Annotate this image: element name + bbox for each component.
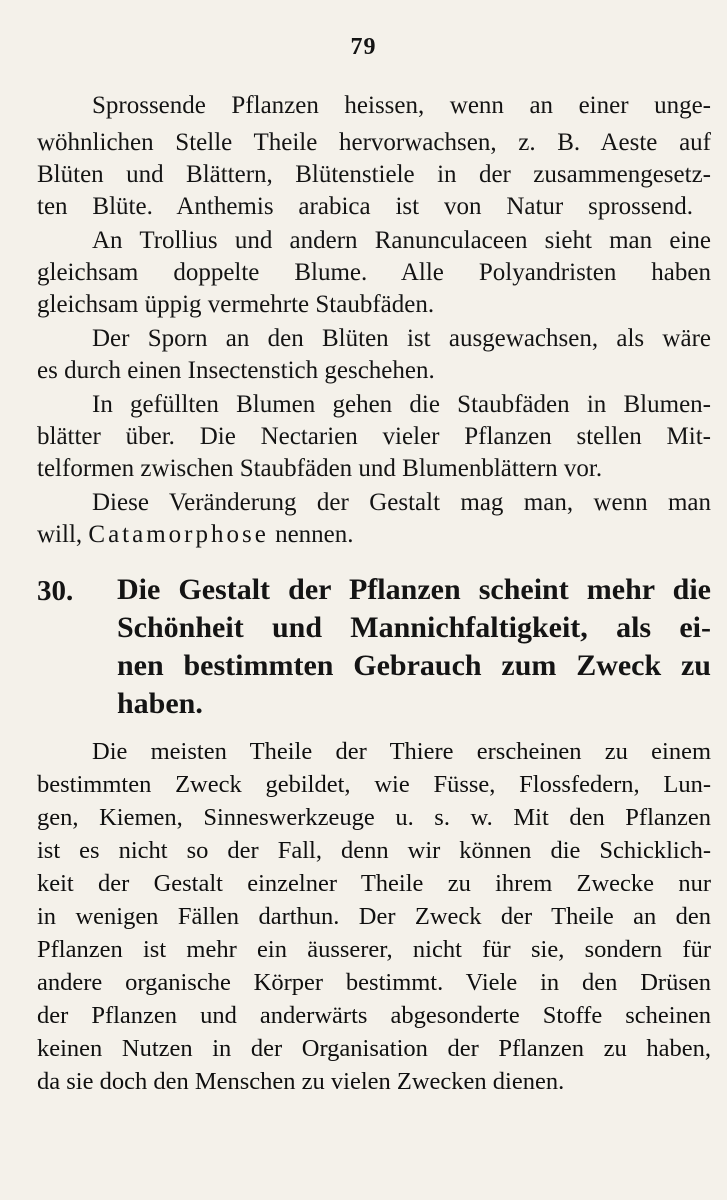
section-heading-line: haben.	[117, 687, 203, 720]
text-line: Blüten und Blättern, Blütenstiele in der zusammengesetz-	[37, 161, 711, 188]
text-line: ist es nicht so der Fall, denn wir können die Schicklich-	[37, 837, 711, 864]
page-number: 79	[350, 34, 377, 60]
text-line: gen, Kiemen, Sinneswerkzeuge u. s. w. Mit den Pflanzen	[37, 804, 711, 831]
text-line: keit der Gestalt einzelner Theile zu ihrem Zwecke nur	[37, 870, 711, 897]
text-line-catamorphose	[37, 520, 711, 550]
term-catamorphose: Catamorphose	[88, 521, 269, 548]
text-line: der Pflanzen und anderwärts abgesonderte Stoffe scheinen	[37, 1002, 711, 1029]
text-line: es durch einen Insectenstich geschehen.	[37, 357, 435, 384]
section-heading-line: Die Gestalt der Pflanzen scheint mehr die	[117, 573, 711, 606]
text-line: Pflanzen ist mehr ein äusserer, nicht für sie, sondern für	[37, 936, 711, 963]
text-line: keinen Nutzen in der Organisation der Pflanzen zu haben,	[37, 1035, 711, 1062]
text-line: gleichsam doppelte Blume. Alle Polyandristen haben	[37, 259, 711, 286]
text-line: Der Sporn an den Blüten ist ausgewachsen, als wäre	[92, 325, 711, 352]
text-line: ten Blüte. Anthemis arabica ist von Natur sprossend.	[37, 193, 693, 220]
section-heading-line: nen bestimmten Gebrauch zum Zweck zu	[117, 649, 711, 682]
text-line: gleichsam üppig vermehrte Staubfäden.	[37, 291, 435, 318]
text-fragment: will,	[37, 521, 89, 548]
text-line: Sprossende Pflanzen heissen, wenn an einer unge-	[92, 92, 711, 119]
text-line: bestimmten Zweck gebildet, wie Füsse, Flossfedern, Lun-	[37, 771, 711, 798]
text-line: in wenigen Fällen darthun. Der Zweck der Theile an den	[37, 903, 711, 930]
text-fragment: nennen.	[268, 521, 354, 548]
text-line: Die meisten Theile der Thiere erscheinen zu einem	[92, 738, 711, 765]
text-line: andere organische Körper bestimmt. Viele in den Drüsen	[37, 969, 711, 996]
text-line: In gefüllten Blumen gehen die Staubfäden in Blumen-	[92, 391, 711, 418]
section-number: 30.	[37, 575, 74, 607]
text-line: blätter über. Die Nectarien vieler Pflanzen stellen Mit-	[37, 423, 711, 450]
section-heading-line: Schönheit und Mannichfaltigkeit, als ei-	[117, 611, 711, 644]
text-line: telformen zwischen Staubfäden und Blumenblättern vor.	[37, 455, 603, 482]
text-line: wöhnlichen Stelle Theile hervorwachsen, z. B. Aeste auf	[37, 129, 711, 156]
text-line: An Trollius und andern Ranunculaceen sieht man eine	[92, 227, 711, 254]
text-line: Diese Veränderung der Gestalt mag man, wenn man	[92, 489, 711, 516]
text-line: da sie doch den Menschen zu vielen Zwecken dienen.	[37, 1068, 565, 1095]
